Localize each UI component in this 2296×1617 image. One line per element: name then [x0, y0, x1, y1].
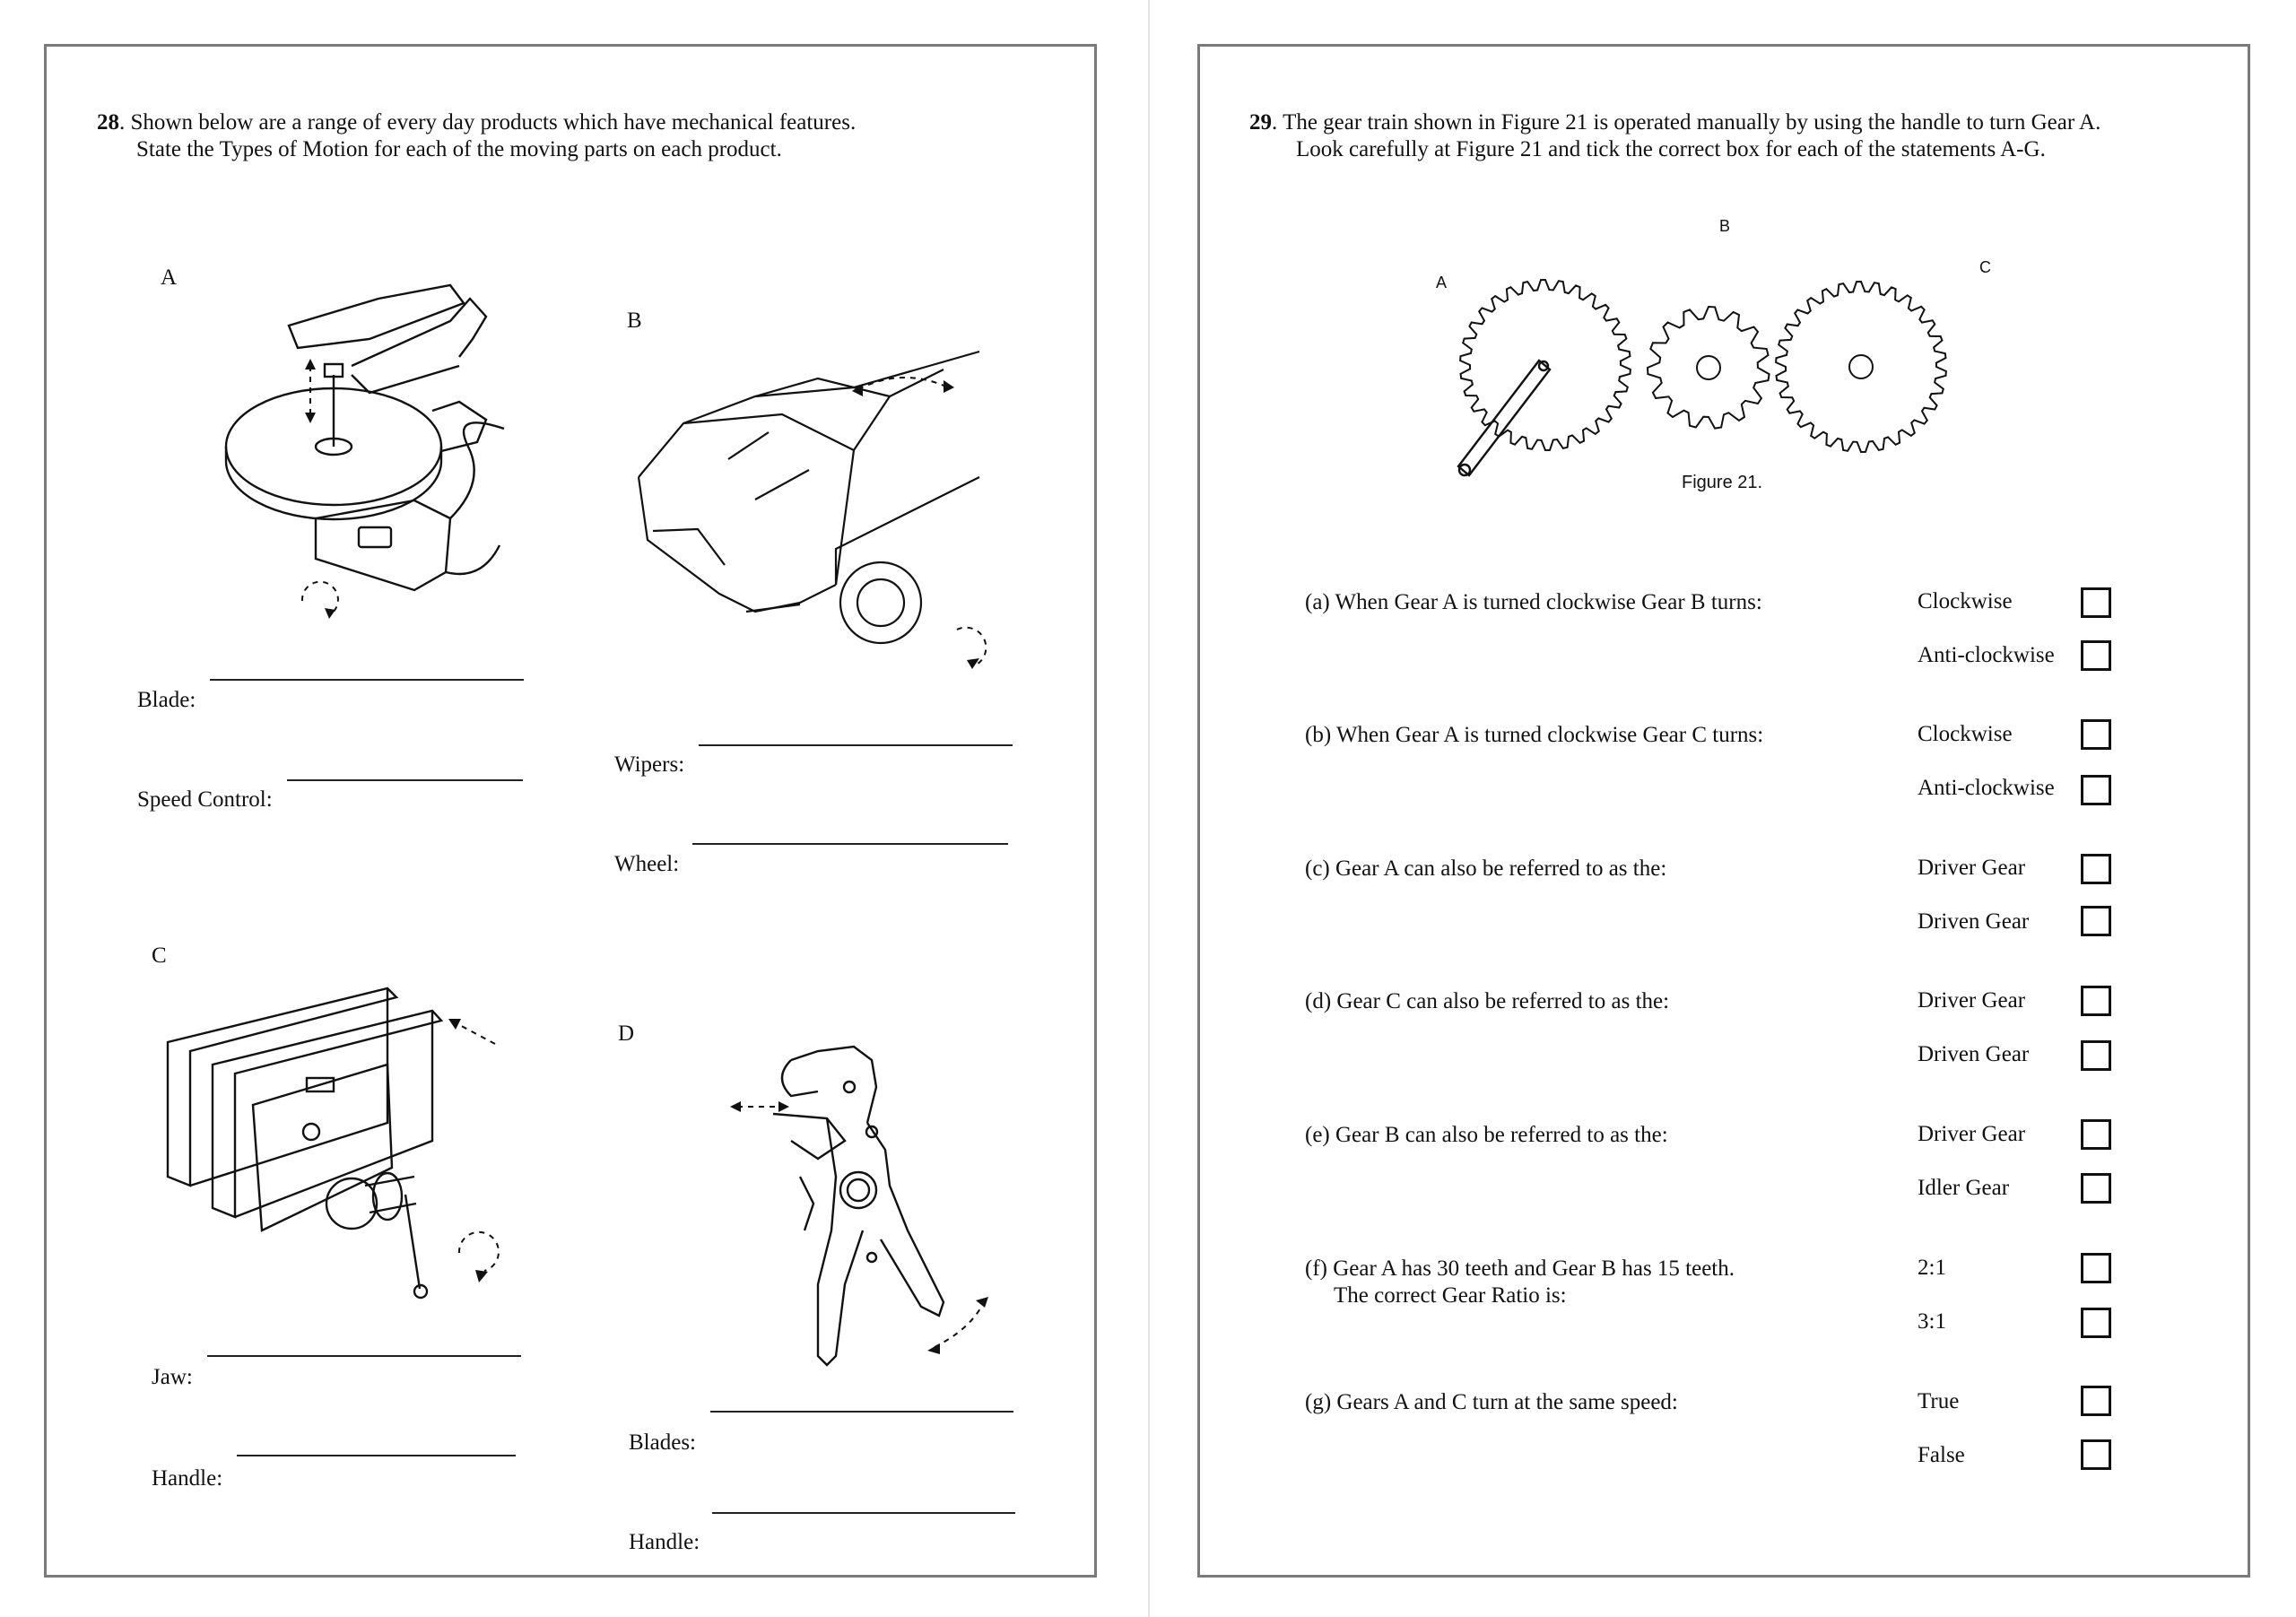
question-number: 28: [97, 110, 119, 135]
statement-f-option-2: 3:1: [1918, 1309, 1946, 1334]
statement-f-option-1: 2:1: [1918, 1256, 1946, 1280]
statement-e-option-2: Idler Gear: [1918, 1176, 2010, 1200]
statement-g-text: (g) Gears A and C turn at the same speed:: [1305, 1390, 1678, 1414]
statement-a-option-1: Clockwise: [1918, 589, 2013, 613]
checkbox-c-driver-gear[interactable]: [2081, 854, 2111, 884]
product-a-field-2-label: Speed Control:: [137, 787, 273, 812]
checkbox-c-driven-gear[interactable]: [2081, 906, 2111, 936]
checkbox-f-3-1[interactable]: [2081, 1308, 2111, 1338]
gear-c-label: C: [1979, 258, 1991, 276]
gear-b-label: B: [1719, 217, 1731, 235]
answer-line-blades[interactable]: [710, 1411, 1013, 1413]
statement-f-text-2: The correct Gear Ratio is:: [1334, 1283, 1567, 1308]
product-c-field-2-label: Handle:: [152, 1466, 223, 1491]
page-question-29: [1197, 44, 2250, 1578]
statement-d-text: (d) Gear C can also be referred to as the:: [1305, 989, 1670, 1013]
question-28-line2: State the Types of Motion for each of the moving parts on each product.: [136, 137, 782, 161]
product-d-field-2-label: Handle:: [629, 1530, 700, 1554]
answer-line-wipers[interactable]: [699, 744, 1013, 746]
checkbox-g-true[interactable]: [2081, 1386, 2111, 1416]
checkbox-d-driven-gear[interactable]: [2081, 1040, 2111, 1071]
answer-line-speed-control[interactable]: [287, 779, 523, 781]
checkbox-d-driver-gear[interactable]: [2081, 986, 2111, 1016]
figure-caption: Figure 21.: [1682, 473, 1763, 492]
answer-line-stripper-handle[interactable]: [712, 1512, 1015, 1514]
checkbox-a-clockwise[interactable]: [2081, 587, 2111, 618]
gear-train-figure: [1442, 226, 1944, 495]
statement-c-option-2: Driven Gear: [1918, 909, 2030, 934]
statement-d-option-1: Driver Gear: [1918, 988, 2026, 1013]
checkbox-a-anti-clockwise[interactable]: [2081, 640, 2111, 671]
checkbox-g-false[interactable]: [2081, 1439, 2111, 1470]
gear-c-outline: [1776, 282, 1946, 452]
statement-d-option-2: Driven Gear: [1918, 1042, 2030, 1066]
checkbox-e-idler-gear[interactable]: [2081, 1173, 2111, 1204]
product-a-field-1-label: Blade:: [137, 688, 196, 712]
page-gutter: [1148, 0, 1150, 1617]
statement-e-text: (e) Gear B can also be referred to as the:: [1305, 1123, 1668, 1147]
statement-c-option-1: Driver Gear: [1918, 856, 2026, 880]
gear-handle: [1458, 361, 1550, 475]
car-illustration: [621, 316, 1015, 656]
product-a-letter: A: [161, 265, 178, 290]
statement-b-option-1: Clockwise: [1918, 722, 2013, 746]
scroll-saw-illustration: [190, 249, 549, 644]
bench-vice-illustration: [163, 961, 540, 1338]
checkbox-b-anti-clockwise[interactable]: [2081, 775, 2111, 805]
checkbox-e-driver-gear[interactable]: [2081, 1119, 2111, 1150]
answer-line-wheel[interactable]: [692, 843, 1008, 845]
gear-b-axle-hole: [1697, 356, 1720, 379]
product-b-field-1-label: Wipers:: [614, 752, 685, 777]
product-c-field-1-label: Jaw:: [152, 1365, 193, 1389]
statement-e-option-1: Driver Gear: [1918, 1122, 2026, 1146]
question-number: 29: [1249, 110, 1272, 135]
statement-g-option-2: False: [1918, 1443, 1965, 1467]
checkbox-b-clockwise[interactable]: [2081, 719, 2111, 750]
statement-a-option-2: Anti-clockwise: [1918, 643, 2055, 667]
answer-line-jaw[interactable]: [207, 1355, 521, 1357]
gear-b-outline: [1648, 307, 1770, 429]
wire-stripper-illustration: [692, 997, 1033, 1392]
gear-a-label: A: [1436, 274, 1448, 291]
answer-line-blade[interactable]: [210, 679, 524, 681]
statement-c-text: (c) Gear A can also be referred to as the:: [1305, 856, 1667, 881]
checkbox-f-2-1[interactable]: [2081, 1253, 2111, 1283]
answer-line-vice-handle[interactable]: [237, 1455, 516, 1456]
product-b-letter: B: [627, 309, 642, 333]
product-d-letter: D: [618, 1021, 635, 1046]
statement-b-text: (b) When Gear A is turned clockwise Gear C turns:: [1305, 723, 1764, 747]
statement-f-text: (f) Gear A has 30 teeth and Gear B has 15 teeth.: [1305, 1256, 1735, 1281]
statement-a-text: (a) When Gear A is turned clockwise Gear B turns:: [1305, 590, 1762, 614]
statement-b-option-2: Anti-clockwise: [1918, 776, 2055, 800]
page-question-28: [44, 44, 1097, 1578]
gear-c-axle-hole: [1849, 355, 1873, 378]
question-29-line2: Look carefully at Figure 21 and tick the correct box for each of the statements A-G.: [1296, 137, 2046, 161]
question-29-line1: 29. The gear train shown in Figure 21 is operated manually by using the handle to turn Gear A.: [1249, 110, 2101, 135]
product-d-field-1-label: Blades:: [629, 1430, 696, 1455]
product-c-letter: C: [152, 943, 167, 968]
statement-g-option-1: True: [1918, 1389, 1960, 1413]
question-28-line1: 28. Shown below are a range of every day products which have mechanical features.: [97, 110, 857, 135]
product-b-field-2-label: Wheel:: [614, 852, 680, 876]
